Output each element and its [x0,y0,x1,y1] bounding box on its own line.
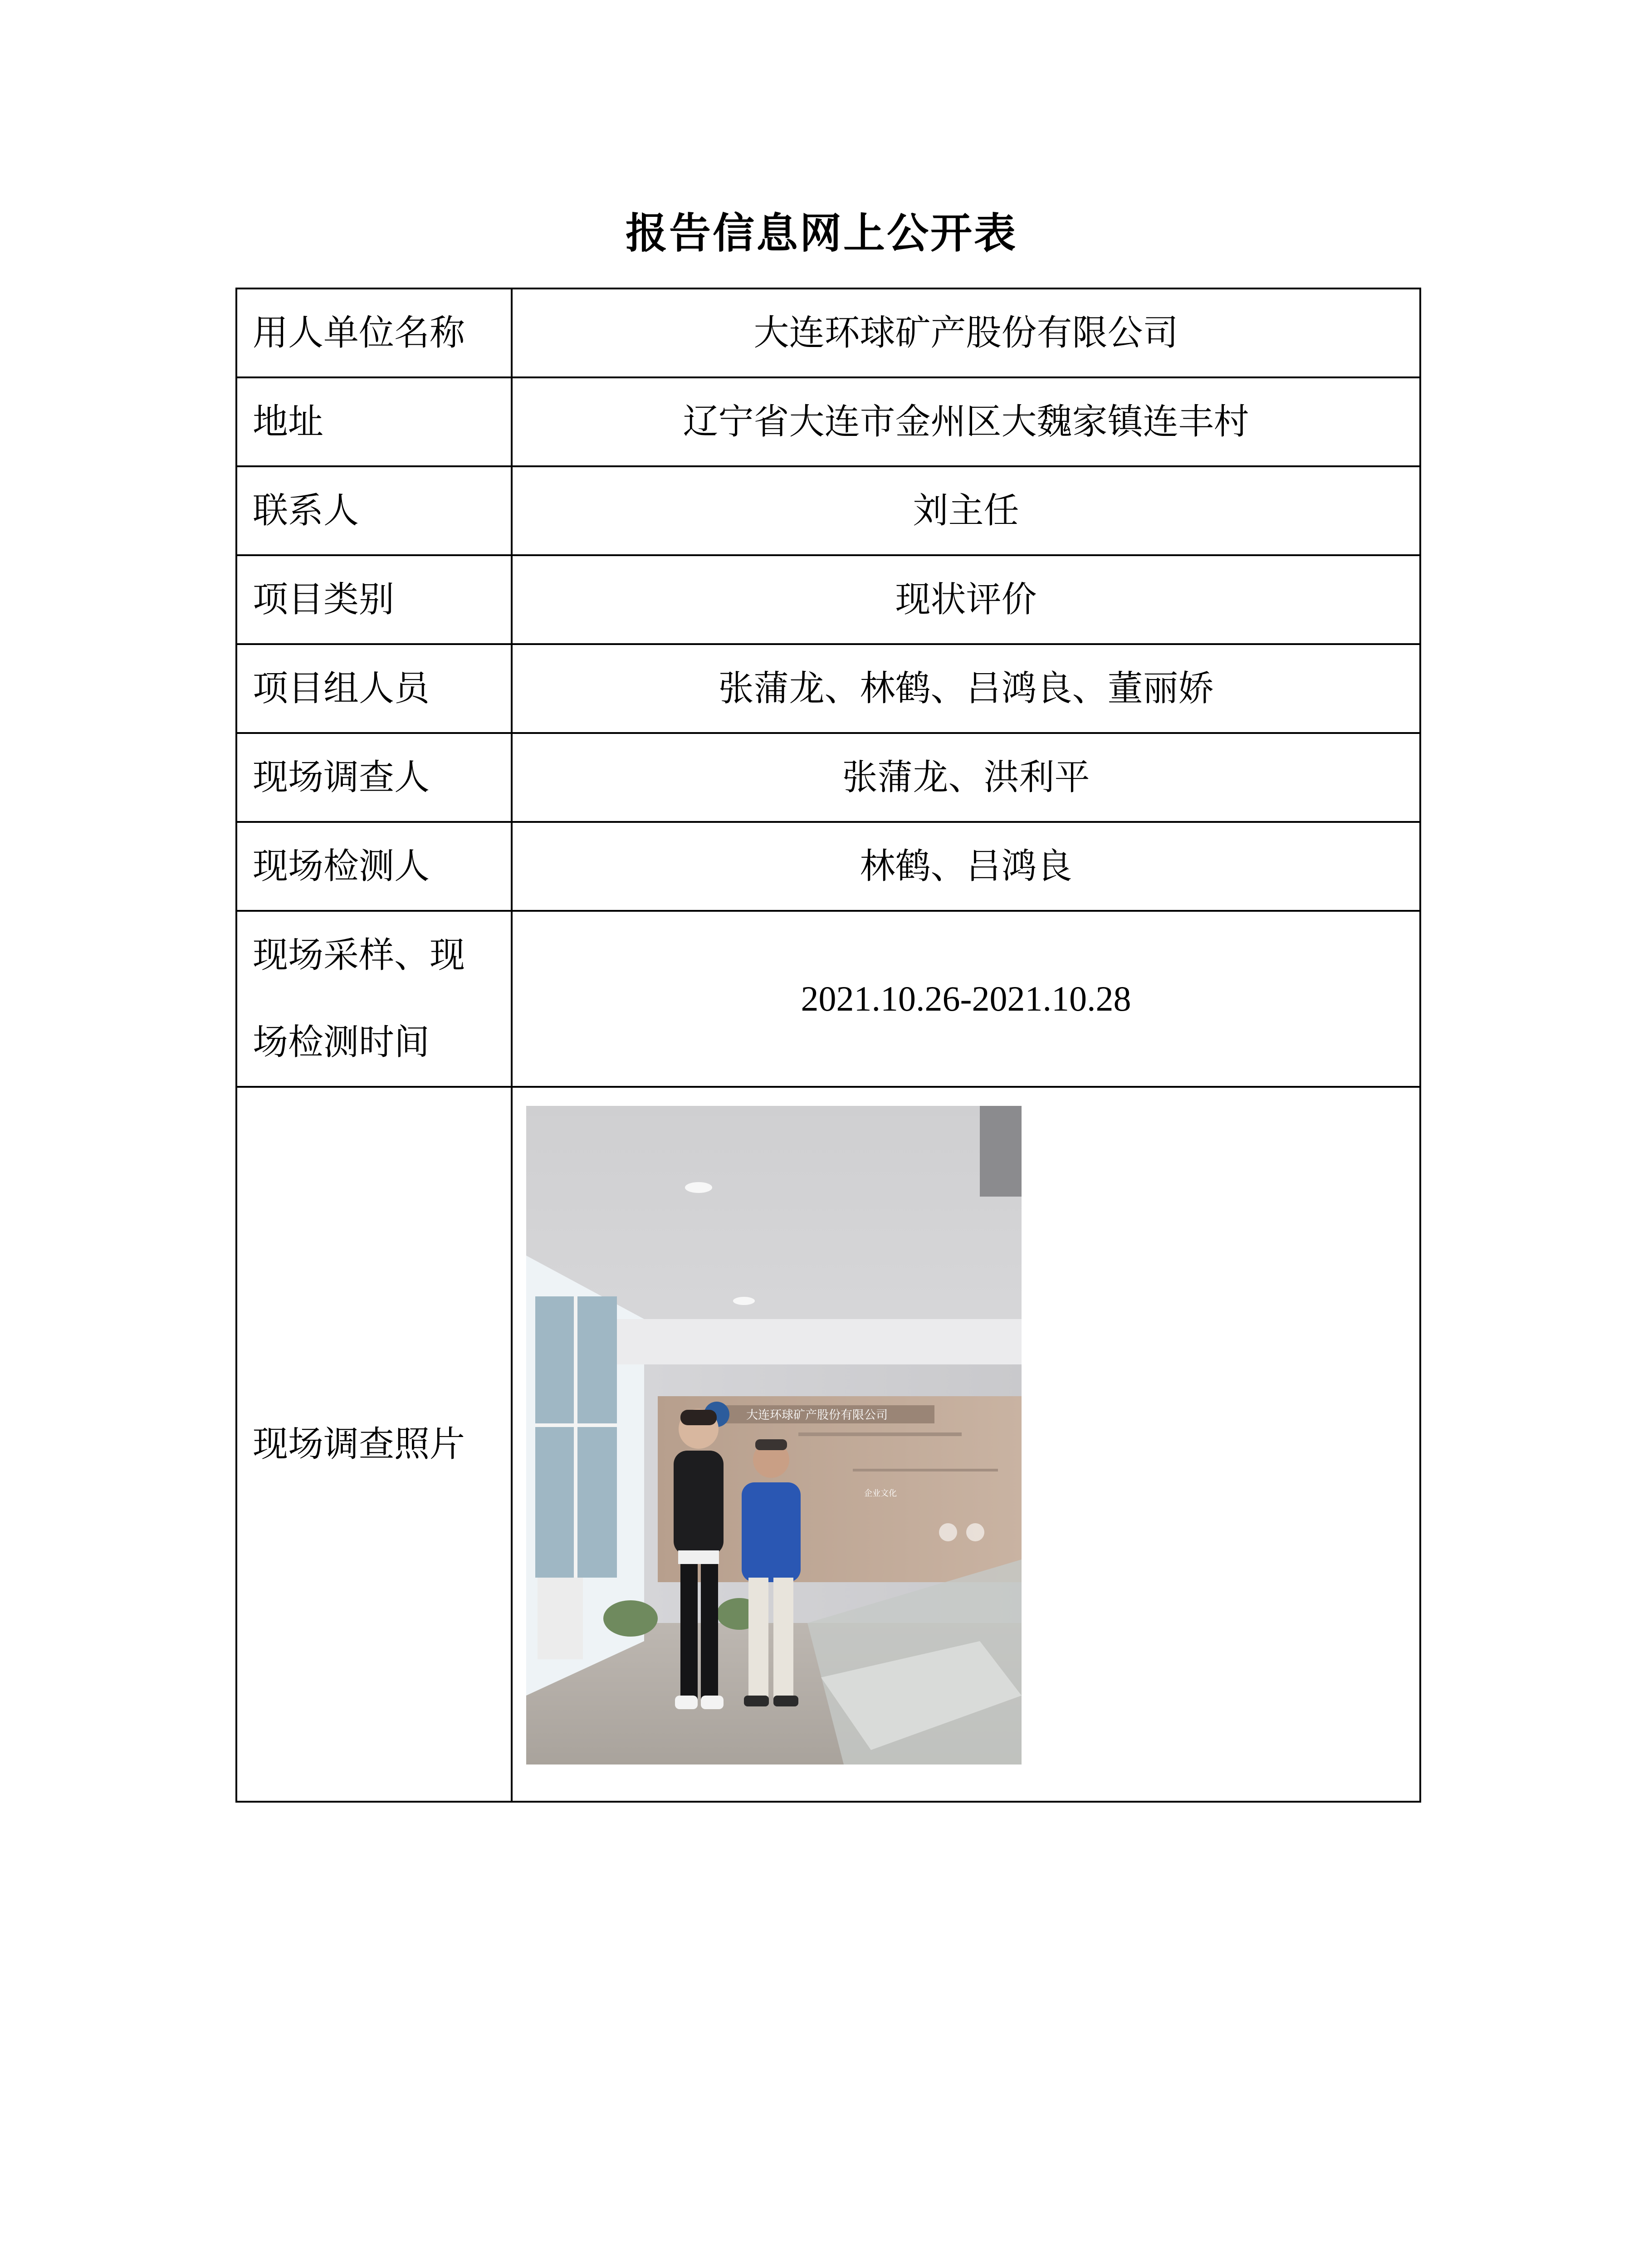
row-label: 地址 [236,377,512,466]
row-label: 现场采样、现场检测时间 [236,911,512,1087]
info-table [235,288,1421,1803]
row-value: 刘主任 [512,466,1420,555]
row-value: 现状评价 [512,555,1420,644]
svg-text:大连环球矿产股份有限公司: 大连环球矿产股份有限公司 [746,1408,888,1422]
table-row-site-photo [236,1087,1420,1802]
table-row-contact [236,466,1420,555]
row-value: 大连环球矿产股份有限公司 [512,288,1420,377]
photo-cell [512,1087,1420,1802]
table-row-sampling-time [236,911,1420,1087]
row-label: 联系人 [236,466,512,555]
table-row-employer [236,288,1420,377]
table-row-site-testers [236,822,1420,911]
row-value: 辽宁省大连市金州区大魏家镇连丰村 [512,377,1420,466]
table-row-project-team [236,644,1420,733]
row-label: 现场调查照片 [236,1087,512,1802]
row-label: 现场调查人 [236,733,512,822]
row-value: 张蒲龙、林鹤、吕鸿良、董丽娇 [512,644,1420,733]
row-label: 用人单位名称 [236,288,512,377]
table-row-site-investigators [236,733,1420,822]
row-label: 现场检测人 [236,822,512,911]
row-value: 张蒲龙、洪利平 [512,733,1420,822]
table-row-address [236,377,1420,466]
row-label: 项目类别 [236,555,512,644]
site-investigation-photo [526,1106,1022,1765]
page-title: 报告信息网上公开表 [625,209,1017,258]
row-value: 林鹤、吕鸿良 [512,822,1420,911]
row-value: 2021.10.26-2021.10.28 [512,911,1420,1087]
table-row-project-category [236,555,1420,644]
svg-text:企业文化: 企业文化 [864,1489,897,1498]
row-label: 项目组人员 [236,644,512,733]
